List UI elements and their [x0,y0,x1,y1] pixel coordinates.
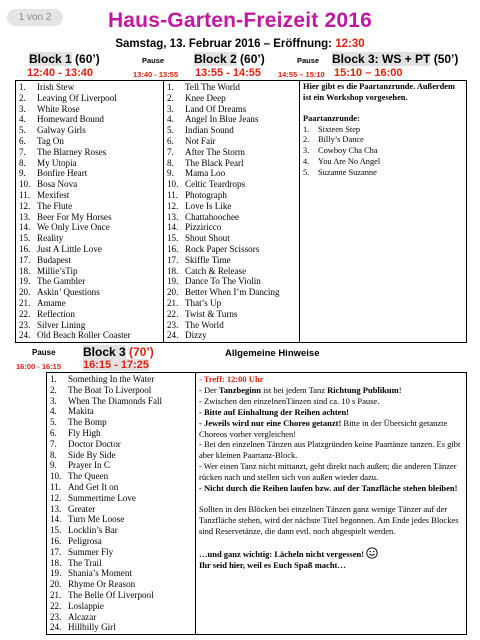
list-number: 7. [167,146,174,157]
song-title: Mexifest [37,189,70,200]
song-title: The Boat To Liverpool [68,384,152,395]
hint-meeting-time: - Treff: 12:00 Uhr [199,374,264,384]
list-number: 10. [50,471,62,482]
list-number: 9. [50,460,57,471]
pair-song-item [303,135,464,146]
song-title: Catch & Release [185,265,247,276]
song-item [167,287,297,298]
hint-no-crossing: - Nicht durch die Reihen laufen bzw. auf der Tanzfläche stehen bleiben! [199,483,458,494]
block1-header [29,52,100,66]
song-title: Mama Loo [185,168,226,179]
song-item [50,622,193,633]
list-number: 23. [167,319,179,330]
block3-header [332,52,458,66]
list-number: 21. [167,297,179,308]
song-title: The Queen [68,471,109,482]
song-title: Irish Stew [37,82,75,92]
song-item [167,222,297,233]
song-title: Angel In Blue Jeans [185,114,259,125]
list-number: 14. [167,222,179,233]
list-number: 12. [19,200,31,211]
block2-song-list [167,82,297,341]
song-title: The Trail [68,557,102,568]
list-number: 20. [19,287,31,298]
song-title: We Only Live Once [37,222,110,233]
hints-heading: Allgemeine Hinweise [225,348,320,359]
song-item [19,309,161,320]
song-item [19,190,161,201]
list-number: 11. [50,481,62,492]
lower-pause-label: Pause [32,348,56,357]
list-number: 17. [50,546,62,557]
song-item [167,82,297,93]
list-number: 19. [50,568,62,579]
list-number: 21. [19,297,31,308]
blocks-table [15,80,467,343]
song-title: Shania’s Moment [68,568,132,579]
song-item [50,471,193,482]
hint-pair-dances: - Bei den einzelnen Tänzen aus Platzgründen keine Paartänze tanzen. Es gibt aber kleinen Paartanz-Block. [199,439,461,461]
list-number: 3. [167,103,174,114]
song-title: Pizziricco [185,222,222,233]
list-number: 6. [50,427,57,438]
song-title: Cowboy Cha Cha [318,146,378,156]
song-title: Side By Side [68,449,116,460]
event-date: Samstag, 13. Februar 2016 – Eröffnung: [115,38,333,50]
pause2-label: Pause [297,56,320,65]
song-item [167,104,297,115]
list-number: 8. [50,449,57,460]
song-title: The Bomp [68,417,107,428]
song-title: Loslappie [68,600,104,611]
list-number: 18. [167,265,179,276]
hint-choreo: - Jeweils wird nur eine Choreo getanzt! Bitte in der Übersicht getanzte Choreos vorher vergleichen! [199,417,448,439]
list-number: 24. [19,330,31,341]
list-number: 13. [19,211,31,222]
song-item [50,460,193,471]
event-date-line [0,38,480,50]
list-number: 14. [50,514,62,525]
lower-block3-label: Block 3 [83,345,126,359]
song-title: Greater [68,503,96,514]
song-title: Knee Deep [185,92,226,103]
song-title: Celtic Teardrops [185,179,246,190]
block3-time: 15:10 – 16:00 [334,67,403,79]
block3-duration: (50’) [433,52,459,66]
list-number: 7. [19,146,26,157]
song-title: Locklin’s Bar [68,525,118,536]
pair-dance-heading: Paartanzrunde: [303,114,360,123]
list-number: 13. [167,211,179,222]
song-item [167,136,297,147]
block1-time: 12:40 - 13:40 [27,67,94,79]
song-item [50,601,193,612]
song-title: Just A Little Love [37,243,102,254]
song-item [50,428,193,439]
lower-block3-header [83,345,154,359]
song-title: Tag On [37,135,64,146]
list-number: 11. [167,189,179,200]
block1-song-list [19,82,161,341]
song-item [50,558,193,569]
song-title: Something In the Water [68,374,155,384]
song-item [19,82,161,93]
block3-note: Hier gibt es die Paartanzrunde. Außerdem ist ein Workshop vorgesehen. [303,82,455,102]
song-title: Photograph [185,189,227,200]
song-item [50,536,193,547]
song-item [19,222,161,233]
song-item [50,450,193,461]
pair-song-item [303,125,464,136]
song-item [167,93,297,104]
block1-label: Block 1 [29,52,72,66]
song-title: Skiffle Time [185,254,231,265]
song-title: Love Is Like [185,200,232,211]
list-number: 23. [19,319,31,330]
song-item [50,568,193,579]
list-number: 16. [50,535,62,546]
song-title: Silver Lining [37,319,86,330]
song-item [19,330,161,341]
song-title: Beer For My Horses [37,211,112,222]
pause1-label: Pause [142,56,165,65]
song-title: Reflection [37,308,75,319]
song-item [19,114,161,125]
song-item [50,612,193,623]
song-title: Chattahoochee [185,211,240,222]
list-number: 22. [19,308,31,319]
block1-duration: (60’) [75,52,100,66]
list-number: 15. [19,233,31,244]
song-title: Fly High [68,427,101,438]
song-title: The World [185,319,224,330]
block1-cell [16,81,164,343]
song-item [50,482,193,493]
block3-info-cell [300,81,467,343]
song-item [19,168,161,179]
song-title: And Get It on [68,481,119,492]
song-item [19,93,161,104]
block2-duration: (60’) [240,52,265,66]
song-item [167,309,297,320]
song-item [19,212,161,223]
song-title: Tell The World [185,82,240,92]
list-number: 16. [167,243,179,254]
page-title: Haus-Garten-Freizeit 2016 [107,9,373,32]
list-number: 8. [19,157,26,168]
song-item [19,298,161,309]
list-number: 13. [50,503,62,514]
song-title: Budapest [37,254,71,265]
song-title: Summer Fly [68,546,114,557]
song-title: The Belle Of Liverpool [68,589,154,600]
song-title: Millie’sTip [37,265,78,276]
song-item [19,104,161,115]
song-item [50,374,193,385]
list-number: 1. [50,374,57,384]
list-number: 9. [19,168,26,179]
lower-block3-time [83,359,149,371]
page-indicator: 1 von 2 [7,9,63,26]
song-title: The Black Pearl [185,157,244,168]
list-number: 22. [167,308,179,319]
song-item [167,158,297,169]
song-title: Alcazar [68,611,97,622]
song-item [50,396,193,407]
list-number: 21. [50,589,62,600]
song-title: After The Storm [185,146,245,157]
song-item [19,158,161,169]
list-number: 6. [167,135,174,146]
song-item [167,201,297,212]
song-item [19,320,161,331]
song-title: Prayer In C [68,460,110,471]
song-title: Homeward Bound [37,114,104,125]
list-number: 17. [19,254,31,265]
song-title: Reality [37,233,64,244]
song-item [50,417,193,428]
list-number: 24. [167,330,179,341]
song-title: The Gambler [37,276,86,287]
song-item [167,244,297,255]
lower-block3-time-text: 16:15 - 17:25 [83,359,150,371]
song-title: Suzanne Suzanne [318,167,377,177]
hint-pause: - Zwischen den einzelnenTänzen sind ca. 10 s Pause. [199,395,380,406]
lower-table [46,372,467,635]
song-item [19,201,161,212]
list-number: 3. [19,103,26,114]
list-number: 8. [167,157,174,168]
block2-header [194,52,265,66]
list-number: 9. [167,168,174,179]
song-title: Indian Sound [185,125,234,136]
song-item [19,276,161,287]
list-number: 18. [19,265,31,276]
song-title: Peligrosa [68,535,102,546]
list-number: 16. [19,243,31,254]
list-number: 12. [50,492,62,503]
list-number: 3. [50,395,57,406]
song-item [167,255,297,266]
song-title: When The Diamonds Fall [68,395,163,406]
list-number: 2. [167,92,174,103]
hint-sit-out: - Wer einen Tanz nicht mittanzt, geht direkt nach außen; die anderen Tänzer rücken nach und stellen sich von außen wieder dazu. [199,461,457,483]
list-number: 10. [167,179,179,190]
list-number: 12. [167,200,179,211]
song-title: That’s Up [185,297,222,308]
song-title: Askin’ Questions [37,287,100,298]
song-item [167,330,297,341]
song-item [167,125,297,136]
list-number: 3. [303,146,310,156]
song-title: Twist & Turns [185,308,238,319]
hint-start-direction: - Der Tanzbeginn ist bei jedem Tanz Richtung Publikum! [199,384,402,395]
song-item [167,298,297,309]
song-item [50,525,193,536]
song-title: Bosa Nova [37,179,78,190]
song-title: Hillbilly Girl [68,622,116,633]
list-number: 1. [167,82,174,92]
block3-label: Block 3: WS + PT [332,52,431,66]
list-number: 23. [50,611,62,622]
song-item [167,190,297,201]
block2-cell [164,81,300,343]
song-title: Shout Shout [185,233,230,244]
pause1-time: 13:40 - 13:55 [133,70,179,79]
list-number: 15. [50,525,62,536]
song-item [19,136,161,147]
list-number: 4. [19,114,26,125]
song-item [50,579,193,590]
song-item [19,125,161,136]
song-title: Better When I’m Dancing [185,287,280,298]
song-title: Turn Me Loose [68,514,125,525]
song-title: Rock Paper Scissors [185,243,260,254]
list-number: 20. [167,287,179,298]
list-number: 11. [19,189,31,200]
song-item [167,212,297,223]
list-number: 5. [167,125,174,136]
list-number: 7. [50,438,57,449]
song-title: Bonfire Heart [37,168,88,179]
list-number: 14. [19,222,31,233]
list-number: 18. [50,557,62,568]
hint-few-dancers: Sollten in den Blöcken bei einzelnen Tänzen ganz wenige Tänzer auf der Tanzfläche stehen, wird der nächste Titel begonnen. Am Ende jedes Blockes sind Reservetänze, die dann evtl. noch abgespielt werden. [199,503,459,536]
song-item [167,114,297,125]
hint-rows: - Bitte auf Einhaltung der Reihen achten! [199,406,350,417]
block2-time: 13:55 - 14:55 [195,67,262,79]
song-title: Dance To The Violin [185,276,261,287]
list-number: 24. [50,622,62,633]
lower-block3-cell [47,373,196,635]
smiley-icon [366,547,378,559]
song-title: Dizzy [185,330,207,341]
song-item [167,276,297,287]
list-number: 4. [167,114,174,125]
song-title: Rhyme Or Reason [68,579,136,590]
song-item [19,255,161,266]
song-title: You Are No Angel [318,156,381,166]
list-number: 6. [19,135,26,146]
song-title: Old Beach Roller Coaster [37,330,131,341]
song-item [167,147,297,158]
song-item [50,547,193,558]
list-number: 17. [167,254,179,265]
song-item [167,320,297,331]
hint-smile-text: …und ganz wichtig: Lächeln nicht vergessen! [199,548,365,559]
list-number: 15. [167,233,179,244]
list-number: 1. [19,82,26,92]
list-number: 5. [303,167,310,177]
song-title: The Blarney Roses [37,146,107,157]
list-number: 5. [50,417,57,428]
list-number: 10. [19,179,31,190]
song-item [19,147,161,158]
song-item [19,266,161,277]
song-item [19,179,161,190]
song-item [167,168,297,179]
song-item [50,590,193,601]
song-title: Not Fair [185,135,216,146]
pause2-time: 14:55 – 15:10 [278,70,325,79]
song-item [167,179,297,190]
song-item [50,406,193,417]
hints-cell [196,373,467,635]
song-item [50,493,193,504]
block2-label: Block 2 [194,52,237,66]
song-item [19,244,161,255]
list-number: 4. [50,406,57,417]
song-title: The Flute [37,200,73,211]
song-title: Summertime Love [68,492,136,503]
song-title: Sixteen Step [318,124,361,134]
pair-song-item [303,146,464,157]
song-title: White Rose [37,103,80,114]
song-title: Land Of Dreams [185,103,247,114]
lower-pause-time: 16:00 - 16:15 [16,362,62,371]
list-number: 22. [50,600,62,611]
hint-fun: Ihr seid hier, weil es Euch Spaß macht… [199,559,346,570]
song-item [50,504,193,515]
song-item [19,287,161,298]
list-number: 5. [19,125,26,136]
song-item [167,266,297,277]
song-item [50,385,193,396]
opening-time: 12:30 [335,38,365,50]
list-number: 19. [19,276,31,287]
pair-song-item [303,168,464,179]
list-number: 1. [303,124,310,134]
song-title: My Utopia [37,157,77,168]
song-item [50,514,193,525]
song-title: Amame [37,297,66,308]
lower-block3-duration: (70’) [129,345,154,359]
list-number: 2. [19,92,26,103]
list-number: 2. [303,135,310,145]
song-title: Billy’s Dance [318,135,364,145]
list-number: 19. [167,276,179,287]
song-title: Leaving Of Liverpool [37,92,117,103]
song-title: Doctor Doctor [68,438,121,449]
song-item [167,233,297,244]
song-title: Makita [68,406,94,417]
pair-dance-list [303,125,464,179]
song-item [50,439,193,450]
lower-block3-song-list [50,374,193,633]
song-title: Galway Girls [37,125,86,136]
hint-smile [199,547,464,560]
list-number: 4. [303,156,310,166]
pair-song-item [303,157,464,168]
list-number: 20. [50,579,62,590]
song-item [19,233,161,244]
list-number: 2. [50,384,57,395]
